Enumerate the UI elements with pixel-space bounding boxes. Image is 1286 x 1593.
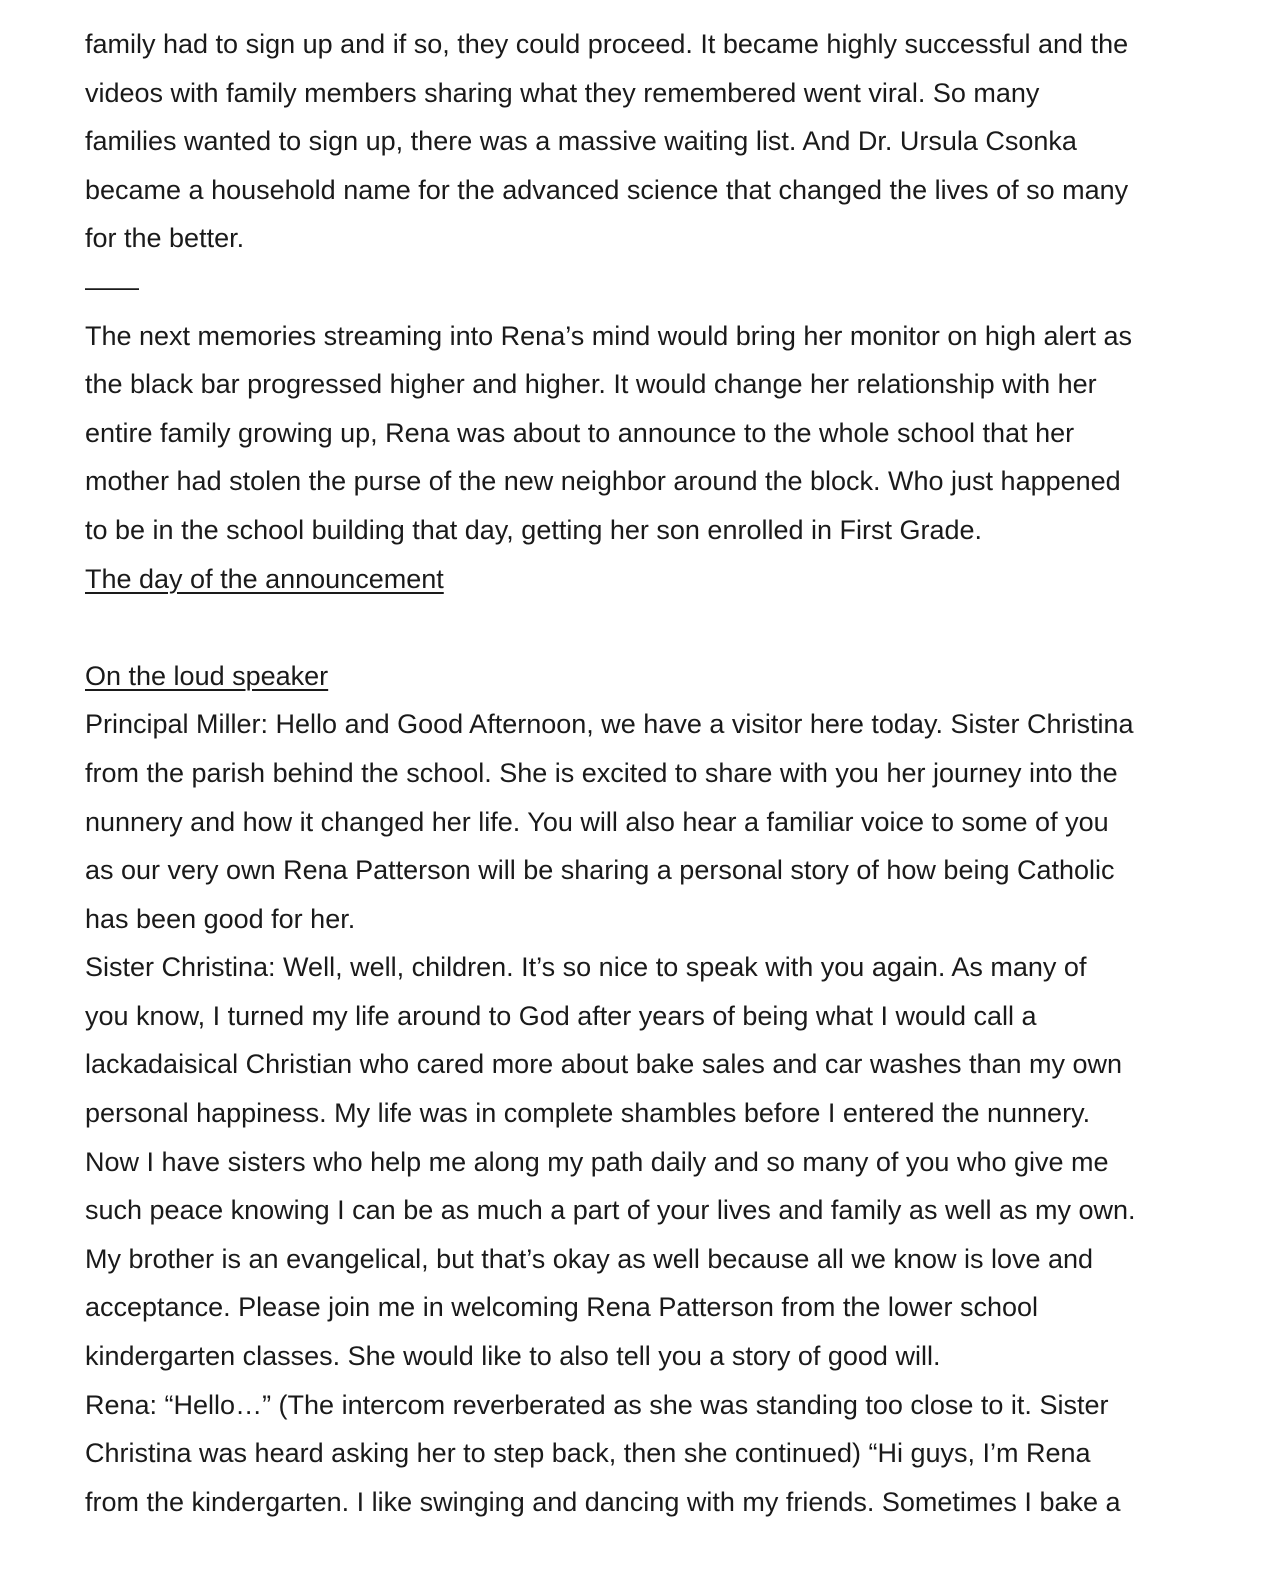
heading-speaker: On the loud speaker xyxy=(85,660,329,691)
text-line: has been good for her. xyxy=(85,903,356,934)
paragraph-rena xyxy=(85,1381,1195,1527)
heading-announcement: The day of the announcement xyxy=(85,563,444,594)
heading-announcement-wrap xyxy=(85,555,1195,604)
text-line: from the kindergarten. I like swinging and dancing with my friends. Sometimes I bake a xyxy=(85,1486,1121,1517)
text-line: became a household name for the advanced science that changed the lives of so many xyxy=(85,174,1129,205)
document-page xyxy=(85,20,1195,1526)
text-line: Sister Christina: Well, well, children. It’s so nice to speak with you again. As many of xyxy=(85,952,1087,983)
blank-line xyxy=(85,603,1195,652)
text-line: kindergarten classes. She would like to also tell you a story of good will. xyxy=(85,1341,941,1372)
text-line: from the parish behind the school. She is excited to share with you her journey into the xyxy=(85,757,1118,788)
text-line: families wanted to sign up, there was a massive waiting list. And Dr. Ursula Csonka xyxy=(85,126,1077,157)
text-line: as our very own Rena Patterson will be sharing a personal story of how being Catholic xyxy=(85,855,1115,886)
text-line: lackadaisical Christian who cared more about bake sales and car washes than my own xyxy=(85,1049,1123,1080)
paragraph-memories xyxy=(85,312,1195,555)
section-separator xyxy=(85,263,1195,312)
text-line: The next memories streaming into Rena’s mind would bring her monitor on high alert as xyxy=(85,320,1133,351)
text-line: Rena: “Hello…” (The intercom reverberated as she was standing too close to it. Sister xyxy=(85,1389,1109,1420)
text-line: Christina was heard asking her to step back, then she continued) “Hi guys, I’m Rena xyxy=(85,1438,1091,1469)
text-line: to be in the school building that day, getting her son enrolled in First Grade. xyxy=(85,514,983,545)
text-line: videos with family members sharing what they remembered went viral. So many xyxy=(85,77,1040,108)
text-line: entire family growing up, Rena was about to announce to the whole school that her xyxy=(85,417,1075,448)
text-line: Now I have sisters who help me along my path daily and so many of you who give me xyxy=(85,1146,1109,1177)
text-line: the black bar progressed higher and higher. It would change her relationship with her xyxy=(85,369,1097,400)
paragraph-principal xyxy=(85,700,1195,943)
text-line: My brother is an evangelical, but that’s okay as well because all we know is love and xyxy=(85,1243,1094,1274)
text-line: personal happiness. My life was in complete shambles before I entered the nunnery. xyxy=(85,1098,1091,1129)
text-line: nunnery and how it changed her life. You will also hear a familiar voice to some of you xyxy=(85,806,1109,837)
heading-speaker-wrap xyxy=(85,652,1195,701)
paragraph-intro xyxy=(85,20,1195,263)
text-line: family had to sign up and if so, they could proceed. It became highly successful and the xyxy=(85,29,1129,59)
text-line: acceptance. Please join me in welcoming Rena Patterson from the lower school xyxy=(85,1292,1038,1323)
paragraph-sister xyxy=(85,943,1195,1380)
text-line: for the better. xyxy=(85,223,245,254)
text-line: you know, I turned my life around to God after years of being what I would call a xyxy=(85,1000,1037,1031)
text-line: such peace knowing I can be as much a part of your lives and family as well as my own. xyxy=(85,1195,1136,1226)
text-line: mother had stolen the purse of the new neighbor around the block. Who just happened xyxy=(85,466,1121,497)
separator-dash: —— xyxy=(85,271,139,302)
text-line: Principal Miller: Hello and Good Afternoon, we have a visitor here today. Sister Christina xyxy=(85,709,1134,740)
